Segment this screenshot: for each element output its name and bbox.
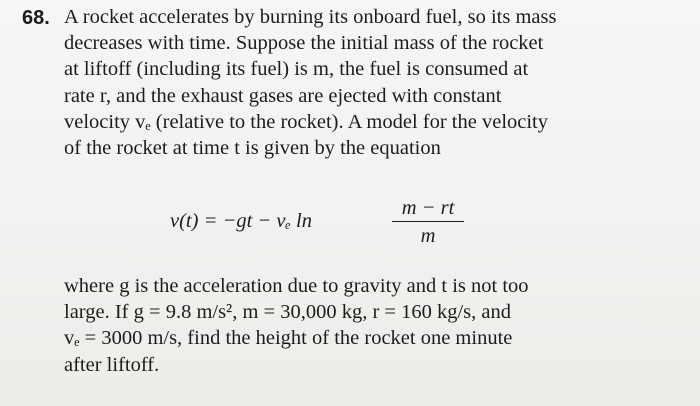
equation-fraction <box>392 196 464 248</box>
velocity-equation <box>170 196 490 256</box>
statement-line-3: at liftoff (including its fuel) is m, the fuel is consumed at <box>64 58 529 81</box>
statement-line-6: of the rocket at time t is given by the equation <box>64 137 441 160</box>
question-line-4: after liftoff. <box>64 353 160 376</box>
question-line-3: vₑ = 3000 m/s, find the height of the rocket one minute <box>64 327 513 350</box>
question-line-1: where g is the acceleration due to gravity and t is not too <box>64 275 529 297</box>
equation-lhs: v(t) = −gt − vₑ ln <box>170 210 312 232</box>
fraction-bar <box>392 221 464 222</box>
fraction-numerator: m − rt <box>401 197 455 219</box>
problem-statement <box>64 4 674 161</box>
question-line-2: large. If g = 9.8 m/s², m = 30,000 kg, r = 160 kg/s, and <box>64 301 511 324</box>
statement-line-2: decreases with time. Suppose the initial mass of the rocket <box>64 32 544 55</box>
statement-line-1: A rocket accelerates by burning its onboard fuel, so its mass <box>64 6 557 28</box>
fraction-denominator: m <box>420 225 436 247</box>
statement-line-4: rate r, and the exhaust gases are ejected with constant <box>64 84 502 107</box>
statement-line-5: velocity vₑ (relative to the rocket). A model for the velocity <box>64 110 549 133</box>
problem-question <box>64 273 674 378</box>
problem-number: 68. <box>22 7 50 29</box>
